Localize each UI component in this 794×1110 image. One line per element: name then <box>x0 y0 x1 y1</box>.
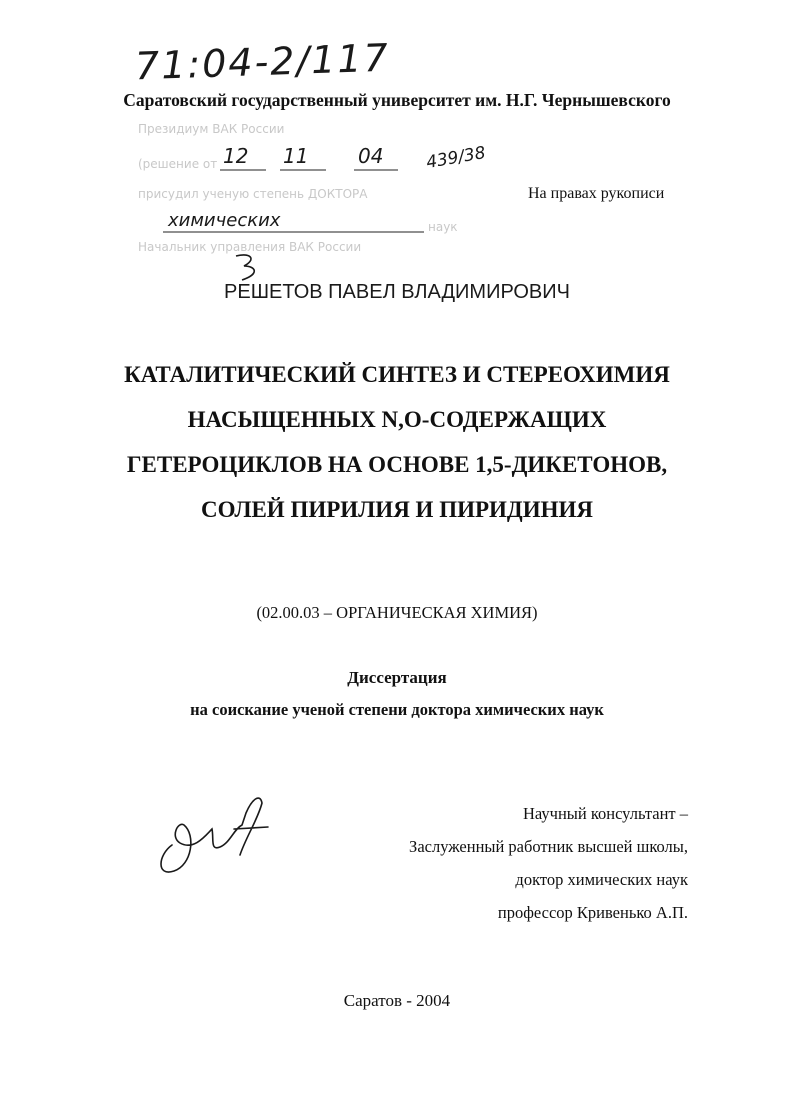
stamp-line-5: Начальник управления ВАК России <box>138 240 362 254</box>
document-type: Диссертация <box>347 668 447 687</box>
stamp-line-2-prefix: (решение от <box>138 157 218 171</box>
advisor-line-4: профессор Кривенько А.П. <box>497 903 688 922</box>
scientific-advisor <box>360 797 688 929</box>
handwritten-correction-mark <box>230 250 270 286</box>
author-name: РЕШЕТОВ ПАВЕЛ ВЛАДИМИРОВИЧ <box>224 281 570 303</box>
vak-stamp <box>128 112 488 272</box>
advisor-line-3: доктор химических наук <box>515 870 688 889</box>
university-name: Саратовский государственный университет им. Н.Г. Чернышевского <box>123 90 671 110</box>
city-year: Саратов - 2004 <box>343 991 451 1010</box>
advisor-line-1: Научный консультант – <box>523 804 688 823</box>
degree-line: на соискание ученой степени доктора химических наук <box>190 700 604 719</box>
stamp-month: 11 <box>283 144 309 168</box>
advisor-line-2: Заслуженный работник высшей школы, <box>409 837 688 856</box>
stamp-line-4-suffix: наук <box>428 220 458 234</box>
stamp-year: 04 <box>358 144 384 168</box>
title-line-2: НАСЫЩЕННЫХ N,O-СОДЕРЖАЩИХ <box>187 407 607 432</box>
stamp-underlines <box>128 112 468 272</box>
rights-notice: На правах рукописи <box>528 185 665 202</box>
archive-number: 71:04-2/117 <box>134 35 391 89</box>
stamp-science: химических <box>168 210 281 231</box>
dissertation-title <box>0 352 794 532</box>
specialty-code: (02.00.03 – ОРГАНИЧЕСКАЯ ХИМИЯ) <box>256 603 538 622</box>
stamp-number: 439/38 <box>424 142 488 174</box>
stamp-day: 12 <box>223 144 249 168</box>
stamp-line-1: Президиум ВАК России <box>138 122 285 136</box>
signature <box>150 785 280 885</box>
title-line-4: СОЛЕЙ ПИРИЛИЯ И ПИРИДИНИЯ <box>200 497 594 522</box>
stamp-line-3: присудил ученую степень ДОКТОРА <box>138 187 368 201</box>
title-line-3: ГЕТЕРОЦИКЛОВ НА ОСНОВЕ 1,5-ДИКЕТОНОВ, <box>126 452 668 477</box>
title-line-1: КАТАЛИТИЧЕСКИЙ СИНТЕЗ И СТЕРЕОХИМИЯ <box>124 362 670 387</box>
